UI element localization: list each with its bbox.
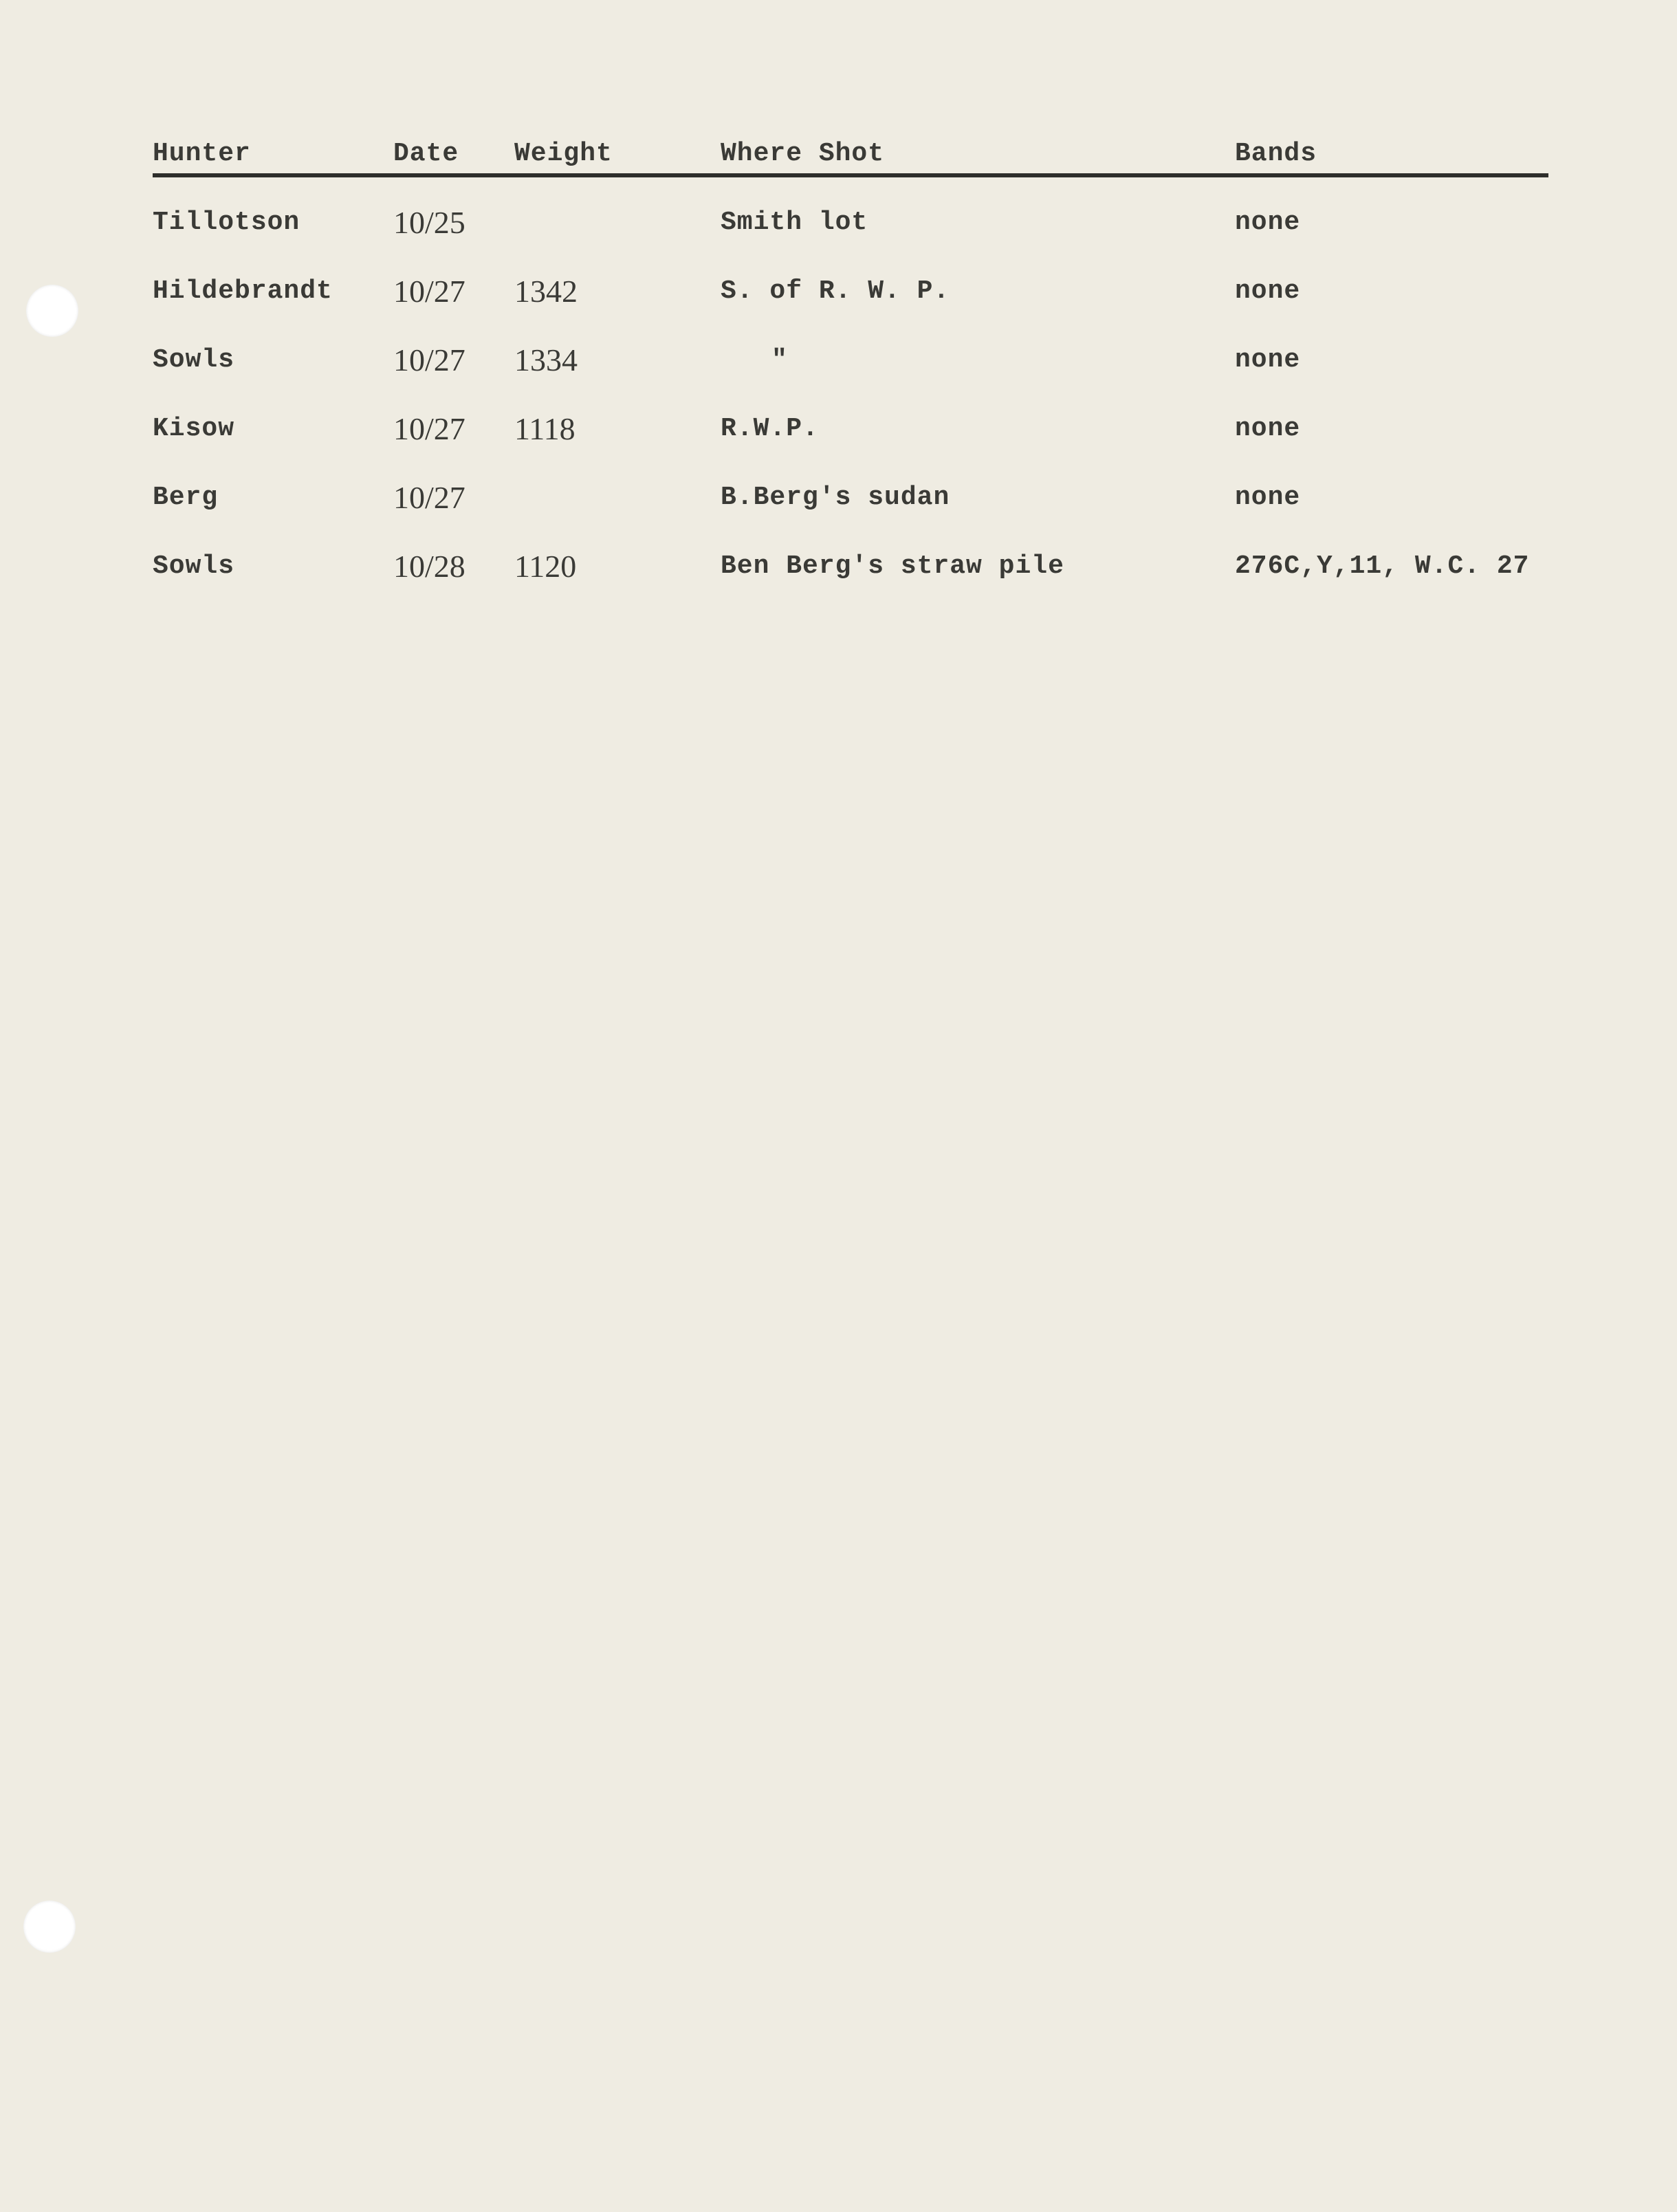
table-row [153, 344, 1548, 413]
cell-date: 10/28 [393, 549, 465, 584]
cell-where-shot: R.W.P. [721, 414, 819, 444]
cell-bands: none [1235, 276, 1301, 306]
cell-date: 10/27 [393, 480, 465, 515]
header-hunter: Hunter [153, 139, 251, 168]
table-row [153, 275, 1548, 344]
cell-bands: none [1235, 345, 1301, 375]
table-header [153, 138, 1548, 177]
cell-date: 10/27 [393, 274, 465, 309]
cell-hunter: Berg [153, 483, 219, 512]
cell-where-shot: B.Berg's sudan [721, 483, 950, 512]
cell-weight: 1334 [514, 342, 578, 377]
cell-hunter: Hildebrandt [153, 276, 333, 306]
cell-bands: none [1235, 414, 1301, 444]
table-row [153, 550, 1548, 619]
cell-weight: 1342 [514, 274, 578, 309]
header-bands: Bands [1235, 139, 1317, 168]
table-body [153, 177, 1548, 619]
table-row [153, 206, 1548, 275]
cell-where-shot-ditto: " [771, 345, 788, 375]
cell-date: 10/25 [393, 205, 465, 240]
cell-date: 10/27 [393, 411, 465, 446]
header-where-shot: Where Shot [721, 139, 885, 168]
table-row [153, 481, 1548, 550]
cell-weight: 1120 [514, 549, 577, 584]
cell-where-shot: Smith lot [721, 208, 868, 237]
header-date: Date [393, 139, 459, 168]
cell-where-shot: S. of R. W. P. [721, 276, 950, 306]
cell-bands: none [1235, 208, 1301, 237]
cell-bands: 276C,Y,11, W.C. 27 [1235, 551, 1530, 581]
cell-hunter: Sowls [153, 345, 235, 375]
cell-hunter: Kisow [153, 414, 235, 444]
hunting-record-table [153, 138, 1548, 619]
cell-where-shot: Ben Berg's straw pile [721, 551, 1064, 581]
cell-date: 10/27 [393, 342, 465, 377]
cell-hunter: Sowls [153, 551, 235, 581]
table-row [153, 413, 1548, 481]
cell-bands: none [1235, 483, 1301, 512]
punch-hole [26, 285, 78, 337]
header-weight: Weight [514, 139, 613, 168]
punch-hole [23, 1901, 76, 1953]
cell-weight: 1118 [514, 411, 576, 446]
cell-hunter: Tillotson [153, 208, 300, 237]
